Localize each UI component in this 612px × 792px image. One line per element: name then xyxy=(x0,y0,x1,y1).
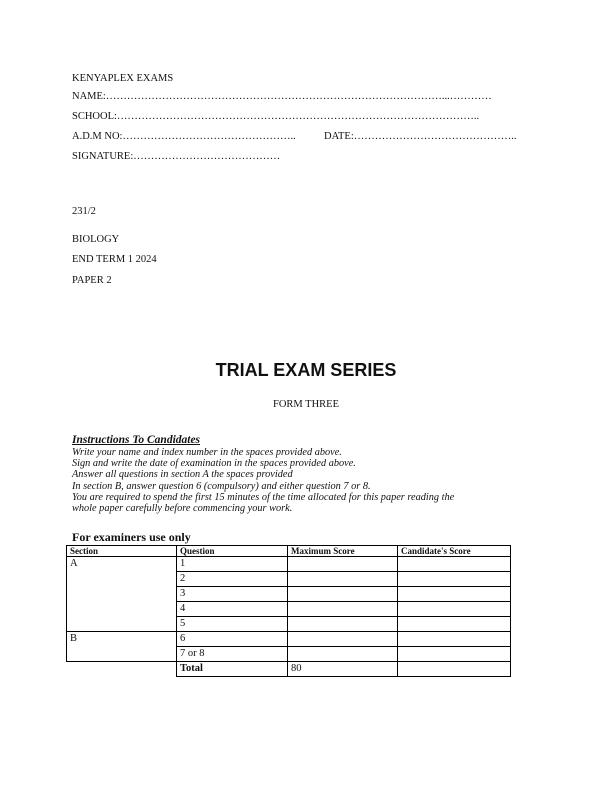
max-score-cell[interactable] xyxy=(288,632,398,647)
table-row xyxy=(67,632,511,647)
paper-code: 231/2 xyxy=(72,206,96,217)
max-score-cell[interactable] xyxy=(288,587,398,602)
examiners-heading: For examiners use only xyxy=(72,530,191,544)
candidate-score-cell[interactable] xyxy=(398,587,511,602)
instruction-line: Write your name and index number in the spaces provided above. xyxy=(72,447,342,458)
school-field[interactable]: SCHOOL:………………………………………………………………………………………….. xyxy=(72,111,480,122)
section-cell: B xyxy=(67,632,177,662)
total-row xyxy=(67,662,511,677)
table-header-row xyxy=(67,546,511,557)
question-cell: 6 xyxy=(177,632,288,647)
score-table xyxy=(66,545,511,677)
question-cell: 5 xyxy=(177,617,288,632)
candidate-score-cell[interactable] xyxy=(398,632,511,647)
column-header: Question xyxy=(177,546,288,557)
candidate-score-cell[interactable] xyxy=(398,572,511,587)
question-cell: 4 xyxy=(177,602,288,617)
max-score-cell[interactable] xyxy=(288,572,398,587)
empty-cell xyxy=(67,662,177,677)
total-candidate-score[interactable] xyxy=(398,662,511,677)
paper-number: PAPER 2 xyxy=(72,275,112,286)
question-cell: 1 xyxy=(177,557,288,572)
instruction-line: whole paper carefully before commencing your work. xyxy=(72,503,293,514)
instruction-line: Sign and write the date of examination in the spaces provided above. xyxy=(72,458,356,469)
column-header: Candidate's Score xyxy=(398,546,511,557)
total-max-score: 80 xyxy=(288,662,398,677)
institution-name: KENYAPLEX EXAMS xyxy=(72,73,174,84)
total-label: Total xyxy=(177,662,288,677)
form-label: FORM THREE xyxy=(272,399,340,410)
max-score-cell[interactable] xyxy=(288,557,398,572)
name-field[interactable]: NAME:……………………………………………………………………………………...………… xyxy=(72,91,492,102)
candidate-score-cell[interactable] xyxy=(398,647,511,662)
max-score-cell[interactable] xyxy=(288,602,398,617)
instruction-line: You are required to spend the first 15 minutes of the time allocated for this paper reading the xyxy=(72,492,455,503)
question-cell: 2 xyxy=(177,572,288,587)
exam-title: TRIAL EXAM SERIES xyxy=(215,360,397,380)
table-row xyxy=(67,557,511,572)
column-header: Section xyxy=(67,546,177,557)
candidate-score-cell[interactable] xyxy=(398,617,511,632)
question-cell: 3 xyxy=(177,587,288,602)
signature-field[interactable]: SIGNATURE:…………………………………… xyxy=(72,151,281,162)
candidate-score-cell[interactable] xyxy=(398,602,511,617)
column-header: Maximum Score xyxy=(288,546,398,557)
subject: BIOLOGY xyxy=(72,234,120,245)
date-field[interactable]: DATE:……………………………………….. xyxy=(324,131,517,142)
instruction-line: In section B, answer question 6 (compulsory) and either question 7 or 8. xyxy=(72,481,371,492)
instruction-line: Answer all questions in section A the spaces provided xyxy=(72,469,293,480)
max-score-cell[interactable] xyxy=(288,617,398,632)
question-cell: 7 or 8 xyxy=(177,647,288,662)
max-score-cell[interactable] xyxy=(288,647,398,662)
candidate-score-cell[interactable] xyxy=(398,557,511,572)
section-cell: A xyxy=(67,557,177,632)
instructions-heading: Instructions To Candidates xyxy=(72,434,201,446)
adm-no-field[interactable]: A.D.M NO:………………………………………….. xyxy=(72,131,296,142)
term: END TERM 1 2024 xyxy=(72,254,157,265)
